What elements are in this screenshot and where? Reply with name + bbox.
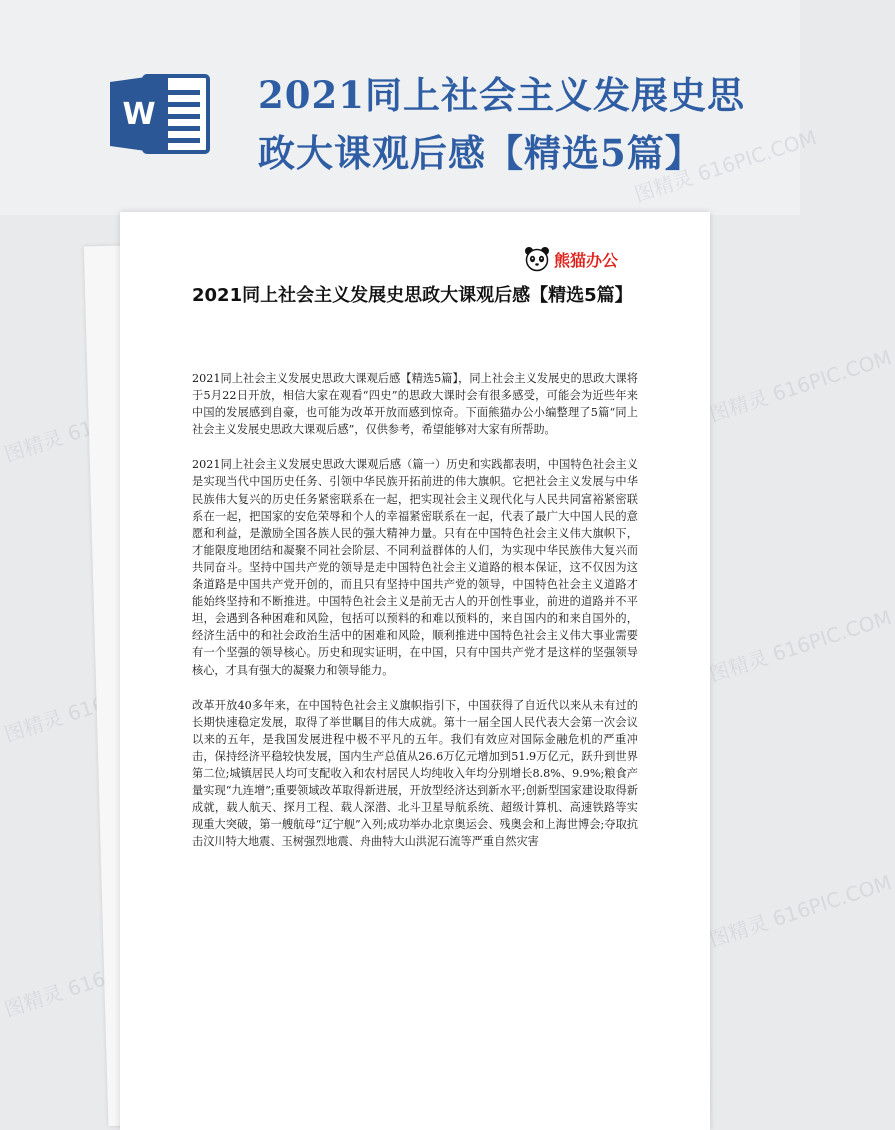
watermark: 图精灵 616PIC.COM	[706, 870, 895, 952]
paragraph: 2021同上社会主义发展史思政大课观后感（篇一）历史和实践都表明，中国特色社会主义是实现当代中国历史任务、引领中华民族开拓前进的伟大旗帜。它把社会主义发展与中华民族伟大复兴的历史任务紧密联系在一起，把实现社会主义现代化与人民共同富裕紧密联系在一起，把国家的安危荣辱和个人的幸福紧密联系在一起，代表了最广大中国人民的意愿和利益，是激励全国各族人民的强大精神力量。只有在中国特色社会主义伟大旗帜下，才能限度地团结和凝聚不同社会阶层、不同利益群体的人们，为实现中华民族伟大复兴而共同奋斗。坚持中国共产党的领导是走中国特色社会主义道路的根本保证，这不仅因为这条道路是中国共产党开创的，而且只有坚持中国共产党的领导，中国特色社会主义道路才能始终坚持和不断推进。中国特色社会主义是前无古人的开创性事业，前进的道路并不平坦，会遇到各种困难和风险，包括可以预料的和难以预料的，来自国内的和来自国外的，经济生活中的和社会政治生活中的困难和风险，顺利推进中国特色社会主义伟大事业需要有一个坚强的领导核心。历史和现实证明，在中国，只有中国共产党才是这样的坚强领导核心，才具有强大的凝聚力和领导能力。	[192, 458, 638, 677]
svg-text:W: W	[122, 97, 156, 132]
watermark: 图精灵 616PIC.COM	[1, 940, 190, 1022]
brand-logo	[524, 245, 618, 273]
panda-icon	[524, 246, 550, 272]
paragraph: 2021同上社会主义发展史思政大课观后感【精选5篇】，同上社会主义发展史的思政大课将于5月22日开放，相信大家在观看“四史”的思政大课时会有很多感受，可能会为近些年来中国的发展感到自豪，也可能为改革开放而感到惊奇。下面熊猫办公小编整理了5篇“同上社会主义发展史思政大课观后感”，仅供参考，希望能够对大家有所帮助。	[192, 372, 638, 437]
word-document-icon	[108, 72, 212, 156]
document-page	[120, 212, 710, 1130]
preview-header	[0, 0, 800, 215]
watermark: 图精灵 616PIC.COM	[706, 345, 895, 427]
watermark: 图精灵 616PIC.COM	[706, 605, 895, 687]
document-heading: 2021同上社会主义发展史思政大课观后感【精选5篇】	[192, 285, 633, 306]
watermark: 图精灵	[1, 425, 66, 467]
watermark: 图精灵 616PIC.COM	[1, 665, 190, 747]
page-title: 2021同上社会主义发展史思政大课观后感【精选5篇】	[258, 73, 745, 175]
document-body	[192, 370, 638, 868]
brand-name: 熊猫办公	[554, 250, 619, 270]
paragraph: 改革开放40多年来，在中国特色社会主义旗帜指引下，中国获得了自近代以来从未有过的长期快速稳定发展，取得了举世瞩目的伟大成就。第十一届全国人民代表大会第一次会议以来的五年，是我国发展进程中极不平凡的五年。我们有效应对国际金融危机的严重冲击，保持经济平稳较快发展，国内生产总值从26.6万亿元增加到51.9万亿元，跃升到世界第二位;城镇居民人均可支配收入和农村居民人均纯收入年均分别增长8.8%、9.9%;粮食产量实现“九连增”;重要领域改革取得新进展，开放型经济达到新水平;创新型国家建设取得新成就，载人航天、探月工程、载人深潜、北斗卫星导航系统、超级计算机、高速铁路等实现重大突破，第一艘航母“辽宁舰”入列;成功举办北京奥运会、残奥会和上海世博会;夺取抗击汶川特大地震、玉树强烈地震、舟曲特大山洪泥石流等严重自然灾害	[192, 698, 638, 849]
